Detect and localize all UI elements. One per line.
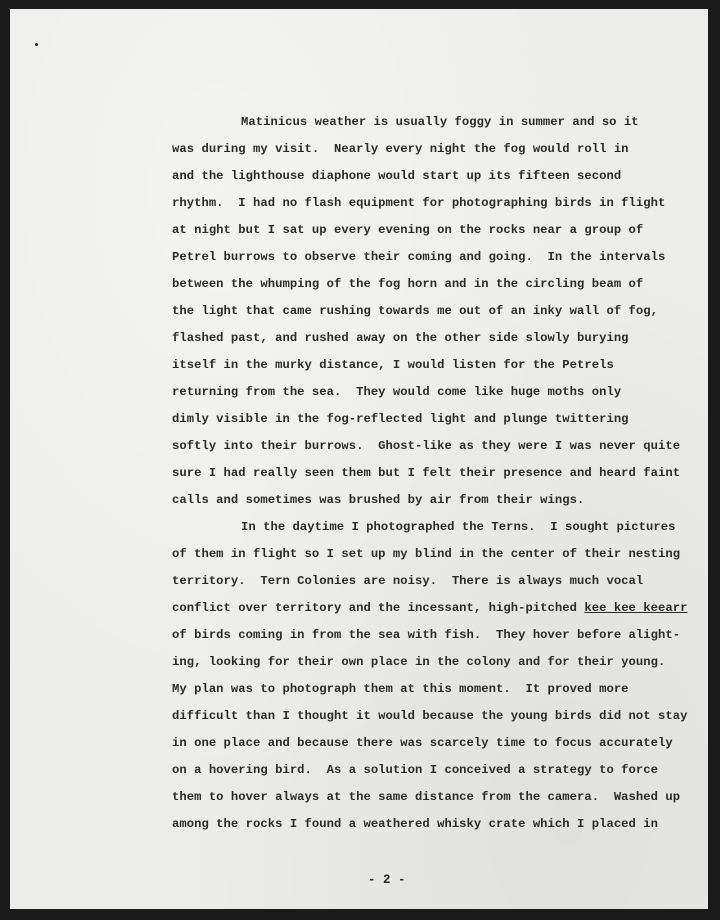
text-line: among the rocks I found a weathered whisky crate which I placed in [172, 817, 659, 831]
text-line: itself in the murky distance, I would listen for the Petrels [172, 358, 614, 372]
text-line: between the whumping of the fog horn and in the circling beam of [172, 277, 644, 291]
typewritten-page [10, 9, 708, 909]
text-line: Petrel burrows to observe their coming and going. In the intervals [172, 250, 666, 264]
text-line: returning from the sea. They would come like huge moths only [172, 385, 622, 399]
text-line: of them in flight so I set up my blind in the center of their nesting [172, 547, 681, 561]
text-line: sure I had really seen them but I felt their presence and heard faint [172, 466, 681, 480]
text-line: softly into their burrows. Ghost-like as they were I was never quite [172, 439, 681, 453]
text-line: in one place and because there was scarcely time to focus accurately [172, 736, 673, 750]
page-speck [35, 43, 38, 46]
text-line: of birds coming in from the sea with fish. They hover before alight- [172, 628, 681, 642]
text-fragment: conflict over territory and the incessant, high-pitched [172, 601, 585, 615]
text-line: the light that came rushing towards me out of an inky wall of fog, [172, 304, 659, 318]
text-line: ing, looking for their own place in the colony and for their young. [172, 655, 666, 669]
text-line: at night but I sat up every evening on the rocks near a group of [172, 223, 644, 237]
text-line: them to hover always at the same distance from the camera. Washed up [172, 790, 681, 804]
text-line: on a hovering bird. As a solution I conceived a strategy to force [172, 763, 659, 777]
text-line: dimly visible in the fog-reflected light and plunge twittering [172, 412, 629, 426]
text-line: difficult than I thought it would because the young birds did not stay [172, 709, 688, 723]
text-line: flashed past, and rushed away on the other side slowly burying [172, 331, 629, 345]
text-line: territory. Tern Colonies are noisy. There is always much vocal [172, 574, 644, 588]
text-line: rhythm. I had no flash equipment for photographing birds in flight [172, 196, 666, 210]
text-line [172, 600, 687, 616]
text-line: and the lighthouse diaphone would start up its fifteen second [172, 169, 622, 183]
text-line: calls and sometimes was brushed by air from their wings. [172, 493, 585, 507]
underlined-call: kee kee keearr [584, 601, 688, 615]
text-line: My plan was to photograph them at this moment. It proved more [172, 682, 629, 696]
text-line: In the daytime I photographed the Terns. I sought pictures [241, 520, 676, 534]
text-line: was during my visit. Nearly every night the fog would roll in [172, 142, 629, 156]
text-line: Matinicus weather is usually foggy in summer and so it [241, 115, 639, 129]
page-number: - 2 - [368, 873, 406, 887]
